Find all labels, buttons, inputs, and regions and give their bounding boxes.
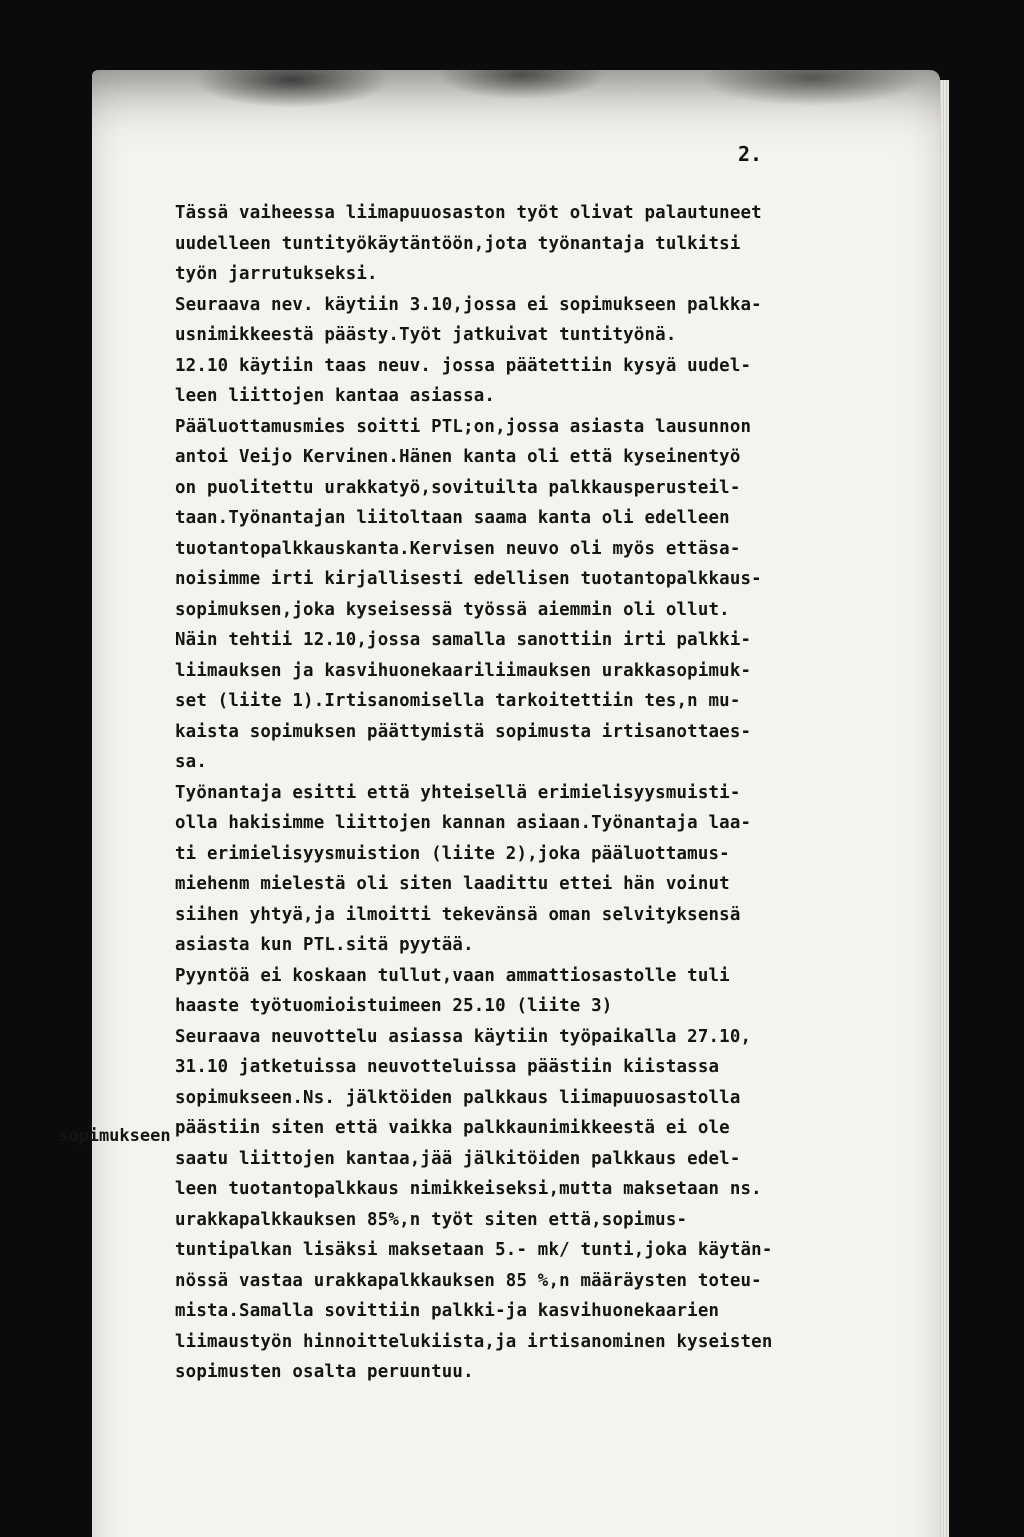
text-line: taan.Työnantajan liitoltaan saama kanta oli edelleen xyxy=(175,508,730,528)
text-line: olla hakisimme liittojen kannan asiaan.Työnantaja laa- xyxy=(175,813,752,833)
text-line: saatu liittojen kantaa,jää jälkitöiden palkkaus edel- xyxy=(175,1148,741,1169)
text-line: Näin tehtii 12.10,jossa samalla sanottiin irti palkki- xyxy=(175,630,752,650)
text-line: mista.Samalla sovittiin palkki-ja kasvihuonekaarien xyxy=(175,1301,720,1321)
page-number: 2. xyxy=(738,142,763,166)
text-line: leen liittojen kantaa asiassa. xyxy=(175,386,496,406)
text-line: uudelleen tuntityökäytäntöön,jota työnantaja tulkitsi xyxy=(175,233,741,254)
text-line: antoi Veijo Kervinen.Hänen kanta oli että kyseinentyö xyxy=(175,447,741,467)
text-line: leen tuotantopalkkaus nimikkeiseksi,mutta maksetaan ns. xyxy=(175,1179,762,1199)
text-line: Työnantaja esitti että yhteisellä erimielisyysmuisti- xyxy=(175,782,741,803)
text-line: tuntipalkan lisäksi maksetaan 5.- mk/ tunti,joka käytän- xyxy=(175,1240,773,1260)
text-line: sa. xyxy=(175,752,208,772)
text-line: Pääluottamusmies soitti PTL;on,jossa asiasta lausunnon xyxy=(175,416,752,437)
text-line: haaste työtuomioistuimeen 25.10 (liite 3) xyxy=(175,996,613,1016)
text-line: tuotantopalkkauskanta.Kervisen neuvo oli myös ettäsa- xyxy=(175,538,741,559)
text-line: Tässä vaiheessa liimapuuosaston työt olivat palautuneet xyxy=(175,203,762,223)
text-line: Seuraava nev. käytiin 3.10,jossa ei sopimukseen palkka- xyxy=(175,294,762,315)
text-line: työn jarrutukseksi. xyxy=(175,264,378,284)
text-line: asiasta kun PTL.sitä pyytää. xyxy=(175,935,474,955)
text-line: ti erimielisyysmuistion (liite 2),joka pääluottamus- xyxy=(175,843,730,864)
text-line: Seuraava neuvottelu asiassa käytiin työpaikalla 27.10, xyxy=(175,1026,752,1047)
text-line: sopimuksen,joka kyseisessä työssä aiemmin oli ollut. xyxy=(175,599,730,620)
text-line: miehenm mielestä oli siten laadittu ettei hän voinut xyxy=(175,874,730,894)
text-line: usnimikkeestä päästy.Työt jatkuivat tuntityönä. xyxy=(175,325,677,345)
text-line: liimauksen ja kasvihuonekaariliimauksen urakkasopimuk- xyxy=(175,660,752,681)
text-line: 12.10 käytiin taas neuv. jossa päätettiin kysyä uudel- xyxy=(175,355,752,376)
text-line: kaista sopimuksen päättymistä sopimusta irtisanottaes- xyxy=(175,721,752,742)
text-line: nössä vastaa urakkapalkkauksen 85 %,n määräysten toteu- xyxy=(175,1270,762,1291)
text-line: Pyyntöä ei koskaan tullut,vaan ammattiosastolle tuli xyxy=(175,965,730,986)
text-line: päästiin siten että vaikka palkkaunimikkeestä ei ole xyxy=(175,1118,730,1138)
text-line: urakkapalkkauksen 85%,n työt siten että,sopimus- xyxy=(175,1209,688,1230)
text-line: sopimusten osalta peruuntuu. xyxy=(175,1362,474,1382)
margin-note: sopimukseen xyxy=(58,1126,171,1146)
scan-smudge xyxy=(92,70,940,140)
text-line: liimaustyön hinnoittelukiista,ja irtisanominen kyseisten xyxy=(175,1331,773,1352)
text-line: 31.10 jatketuissa neuvotteluissa päästiin kiistassa xyxy=(175,1057,720,1077)
text-line: sopimukseen.Ns. jälktöiden palkkaus liimapuuosastolla xyxy=(175,1087,741,1108)
text-line: noisimme irti kirjallisesti edellisen tuotantopalkkaus- xyxy=(175,569,762,589)
text-line: siihen yhtyä,ja ilmoitti tekevänsä oman selvityksensä xyxy=(175,904,741,925)
text-line: on puolitettu urakkatyö,sovituilta palkkausperusteil- xyxy=(175,477,741,498)
text-line: set (liite 1).Irtisanomisella tarkoitettiin tes,n mu- xyxy=(175,691,741,711)
body-text xyxy=(175,198,855,1388)
